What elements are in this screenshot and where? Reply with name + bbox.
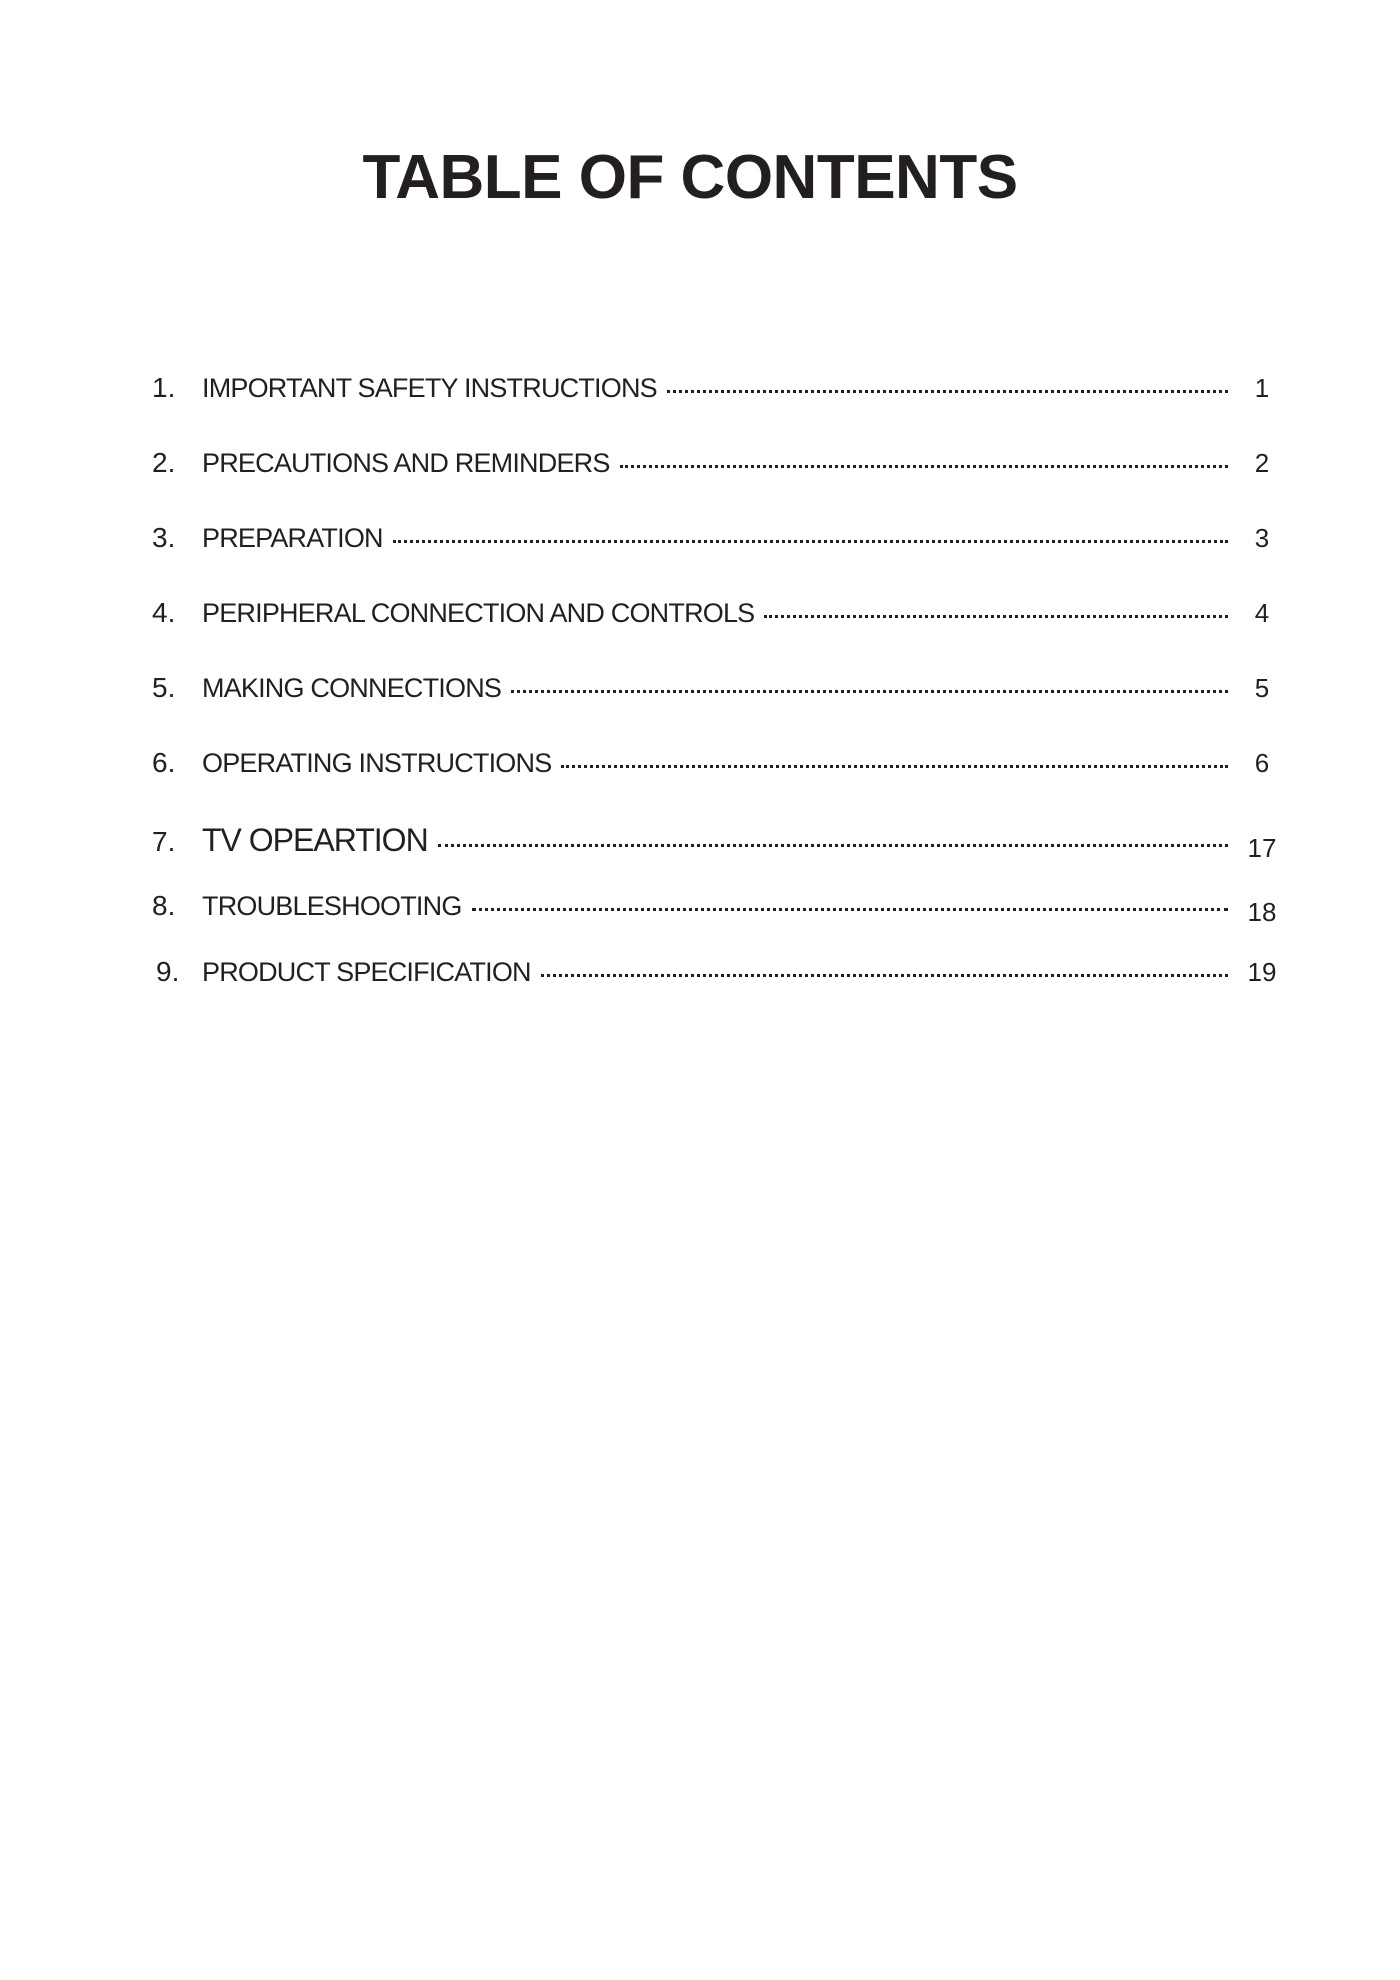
toc-entry-label: TROUBLESHOOTING	[202, 891, 462, 921]
toc-entry-label: IMPORTANT SAFETY INSTRUCTIONS	[202, 373, 657, 403]
toc-entry-label: OPERATING INSTRUCTIONS	[202, 748, 552, 778]
toc-entry-page: 18	[1247, 897, 1277, 927]
toc-entry-number: 6.	[152, 747, 176, 778]
dot-leader	[667, 390, 1228, 393]
toc-entry-number: 5.	[152, 672, 176, 703]
toc-entry-number: 8.	[152, 890, 176, 921]
toc-entry-page: 2	[1254, 448, 1270, 478]
toc-entry-5	[152, 672, 1282, 712]
page-title: TABLE OF CONTENTS	[362, 143, 1018, 212]
toc-entry-page: 17	[1247, 833, 1277, 863]
toc-entry-2	[152, 447, 1282, 487]
toc-entry-3	[152, 522, 1282, 562]
dot-leader	[472, 908, 1228, 911]
toc-entry-6	[152, 747, 1282, 787]
toc-entry-label: TV OPEARTION	[202, 822, 428, 858]
toc-entry-label: PRECAUTIONS AND REMINDERS	[202, 448, 610, 478]
toc-entry-label: PERIPHERAL CONNECTION AND CONTROLS	[202, 598, 755, 628]
toc-entry-4	[152, 597, 1282, 637]
toc-entry-number: 4.	[152, 597, 176, 628]
toc-entry-8	[152, 890, 1282, 930]
toc-entry-1	[152, 372, 1282, 412]
toc-entry-number: 7.	[152, 826, 176, 857]
toc-entry-label: PREPARATION	[202, 523, 383, 553]
toc-entry-page: 6	[1254, 748, 1270, 778]
dot-leader	[511, 690, 1228, 693]
toc-entry-page: 3	[1254, 523, 1270, 553]
dot-leader	[561, 765, 1228, 768]
dot-leader	[541, 974, 1228, 977]
toc-entry-9	[152, 956, 1282, 996]
dot-leader	[620, 465, 1228, 468]
toc-entry-page: 5	[1254, 673, 1270, 703]
toc-entry-number: 1.	[152, 372, 176, 403]
toc-entry-label: PRODUCT SPECIFICATION	[202, 957, 531, 987]
toc-entry-label: MAKING CONNECTIONS	[202, 673, 502, 703]
toc-entry-number: 3.	[152, 522, 176, 553]
toc-entry-page: 4	[1254, 598, 1270, 628]
toc-entry-7	[152, 822, 1282, 862]
dot-leader	[764, 615, 1228, 618]
toc-entry-number: 9.	[156, 956, 180, 987]
toc-entry-page: 19	[1247, 957, 1277, 987]
dot-leader	[393, 540, 1228, 543]
toc-entry-page: 1	[1254, 373, 1270, 403]
dot-leader	[438, 844, 1228, 847]
toc-entry-number: 2.	[152, 447, 176, 478]
